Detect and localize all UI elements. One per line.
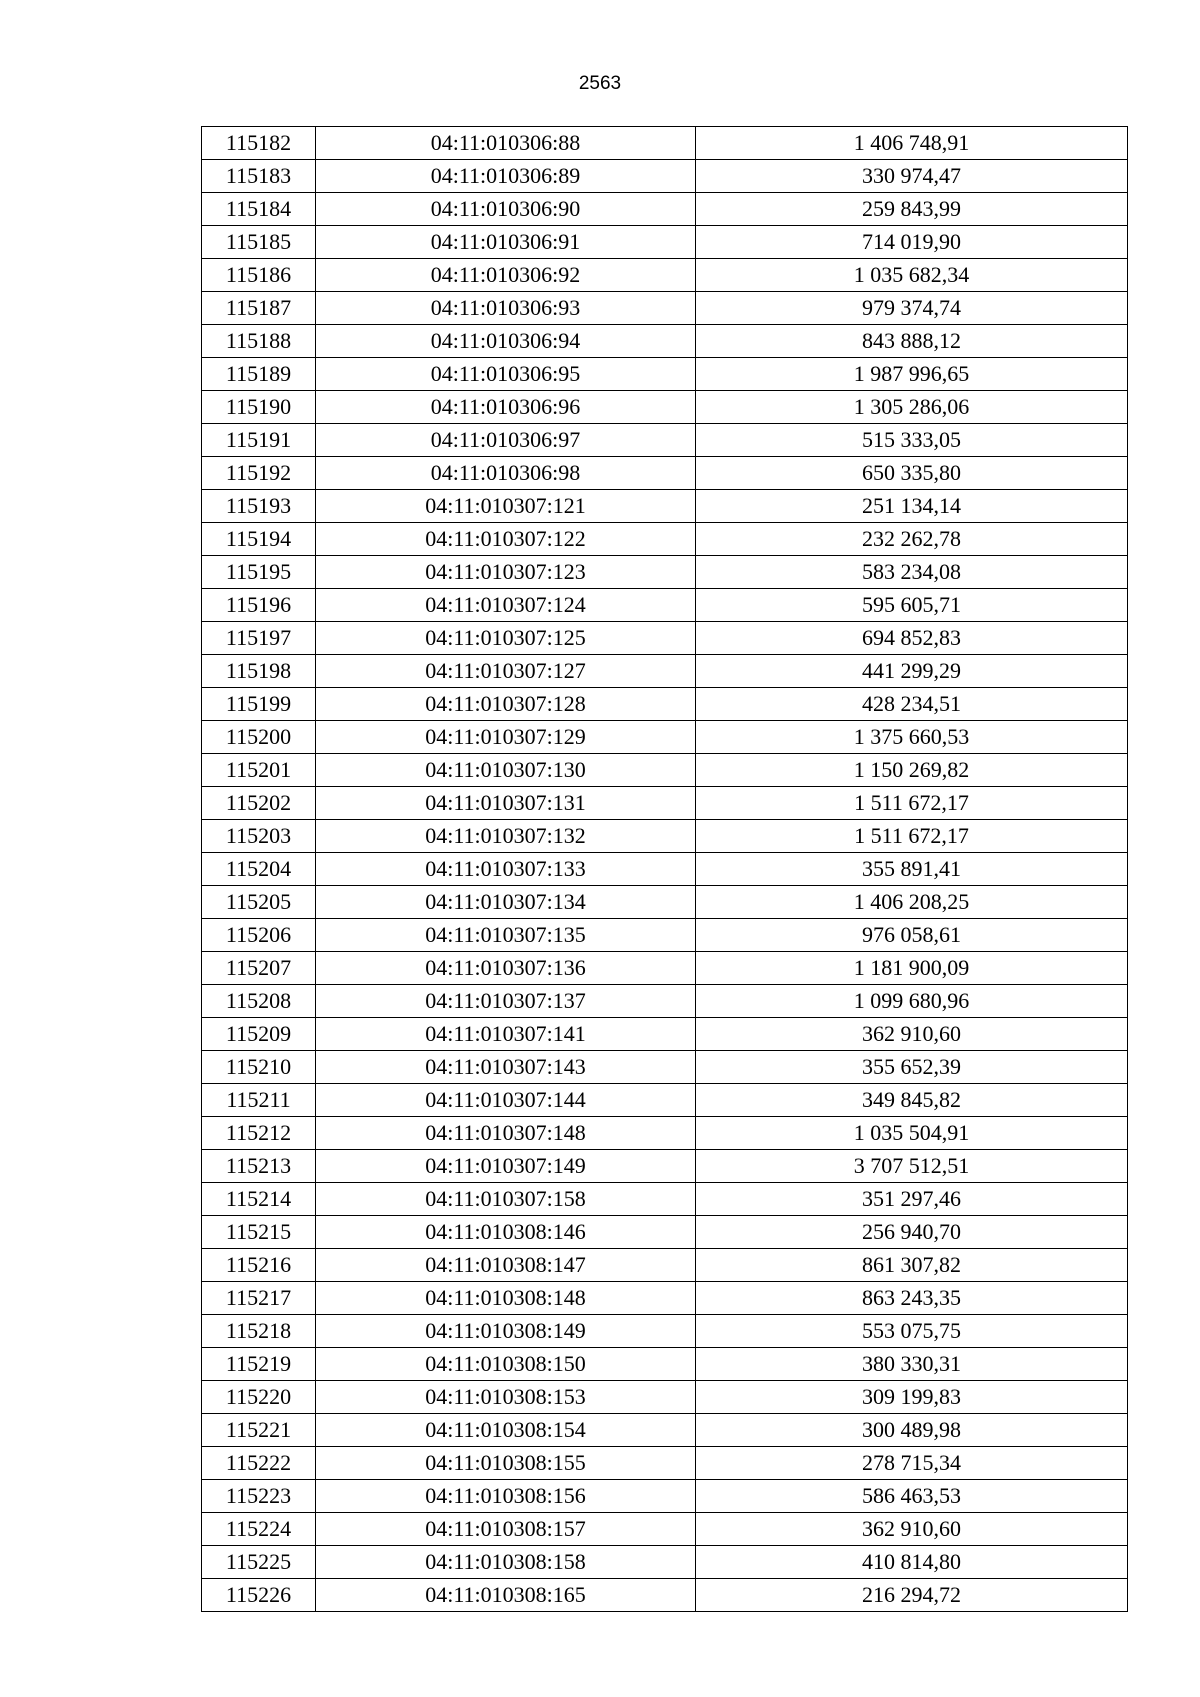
table-row: [202, 1249, 1128, 1282]
table-row: [202, 1117, 1128, 1150]
table-row: [202, 754, 1128, 787]
cadastral-number-cell: 04:11:010308:153: [316, 1381, 696, 1414]
table-row: [202, 1381, 1128, 1414]
row-number-cell: 115203: [202, 820, 316, 853]
value-cell: 380 330,31: [696, 1348, 1128, 1381]
value-cell: 3 707 512,51: [696, 1150, 1128, 1183]
row-number-cell: 115197: [202, 622, 316, 655]
value-cell: 1 511 672,17: [696, 787, 1128, 820]
table-row: [202, 820, 1128, 853]
value-cell: 1 987 996,65: [696, 358, 1128, 391]
table-row: [202, 853, 1128, 886]
value-cell: 1 150 269,82: [696, 754, 1128, 787]
row-number-cell: 115215: [202, 1216, 316, 1249]
value-cell: 843 888,12: [696, 325, 1128, 358]
value-cell: 1 375 660,53: [696, 721, 1128, 754]
cadastral-number-cell: 04:11:010307:132: [316, 820, 696, 853]
table-row: [202, 952, 1128, 985]
cadastral-number-cell: 04:11:010307:131: [316, 787, 696, 820]
cadastral-number-cell: 04:11:010307:137: [316, 985, 696, 1018]
row-number-cell: 115223: [202, 1480, 316, 1513]
table-row: [202, 1480, 1128, 1513]
cadastral-number-cell: 04:11:010307:127: [316, 655, 696, 688]
value-cell: 586 463,53: [696, 1480, 1128, 1513]
cadastral-number-cell: 04:11:010306:89: [316, 160, 696, 193]
table-row: [202, 1084, 1128, 1117]
row-number-cell: 115220: [202, 1381, 316, 1414]
table-row: [202, 424, 1128, 457]
table-row: [202, 1513, 1128, 1546]
table-row: [202, 523, 1128, 556]
table-row: [202, 1447, 1128, 1480]
value-cell: 362 910,60: [696, 1018, 1128, 1051]
table-row: [202, 1348, 1128, 1381]
table-row: [202, 1546, 1128, 1579]
row-number-cell: 115217: [202, 1282, 316, 1315]
row-number-cell: 115190: [202, 391, 316, 424]
table-row: [202, 655, 1128, 688]
table-row: [202, 1414, 1128, 1447]
cadastral-number-cell: 04:11:010307:129: [316, 721, 696, 754]
row-number-cell: 115206: [202, 919, 316, 952]
table-row: [202, 919, 1128, 952]
value-cell: 979 374,74: [696, 292, 1128, 325]
row-number-cell: 115213: [202, 1150, 316, 1183]
cadastral-number-cell: 04:11:010308:146: [316, 1216, 696, 1249]
cadastral-number-cell: 04:11:010307:148: [316, 1117, 696, 1150]
cadastral-number-cell: 04:11:010307:134: [316, 886, 696, 919]
row-number-cell: 115219: [202, 1348, 316, 1381]
value-cell: 1 035 504,91: [696, 1117, 1128, 1150]
row-number-cell: 115189: [202, 358, 316, 391]
value-cell: 1 406 748,91: [696, 127, 1128, 160]
row-number-cell: 115185: [202, 226, 316, 259]
cadastral-number-cell: 04:11:010306:91: [316, 226, 696, 259]
cadastral-number-cell: 04:11:010307:144: [316, 1084, 696, 1117]
cadastral-number-cell: 04:11:010307:149: [316, 1150, 696, 1183]
value-cell: 355 652,39: [696, 1051, 1128, 1084]
cadastral-number-cell: 04:11:010308:156: [316, 1480, 696, 1513]
row-number-cell: 115218: [202, 1315, 316, 1348]
row-number-cell: 115214: [202, 1183, 316, 1216]
cadastral-number-cell: 04:11:010308:155: [316, 1447, 696, 1480]
value-cell: 714 019,90: [696, 226, 1128, 259]
value-cell: 595 605,71: [696, 589, 1128, 622]
cadastral-number-cell: 04:11:010307:125: [316, 622, 696, 655]
data-table: [201, 126, 1128, 1612]
value-cell: 1 035 682,34: [696, 259, 1128, 292]
value-cell: 232 262,78: [696, 523, 1128, 556]
value-cell: 349 845,82: [696, 1084, 1128, 1117]
row-number-cell: 115201: [202, 754, 316, 787]
table-row: [202, 688, 1128, 721]
cadastral-number-cell: 04:11:010306:96: [316, 391, 696, 424]
table-row: [202, 292, 1128, 325]
value-cell: 300 489,98: [696, 1414, 1128, 1447]
cadastral-number-cell: 04:11:010306:92: [316, 259, 696, 292]
cadastral-number-cell: 04:11:010306:88: [316, 127, 696, 160]
row-number-cell: 115193: [202, 490, 316, 523]
value-cell: 583 234,08: [696, 556, 1128, 589]
cadastral-number-cell: 04:11:010306:98: [316, 457, 696, 490]
value-cell: 330 974,47: [696, 160, 1128, 193]
value-cell: 515 333,05: [696, 424, 1128, 457]
table-row: [202, 985, 1128, 1018]
table-row: [202, 490, 1128, 523]
cadastral-number-cell: 04:11:010308:157: [316, 1513, 696, 1546]
table-row: [202, 1216, 1128, 1249]
row-number-cell: 115186: [202, 259, 316, 292]
value-cell: 976 058,61: [696, 919, 1128, 952]
table-row: [202, 886, 1128, 919]
row-number-cell: 115196: [202, 589, 316, 622]
table-row: [202, 1579, 1128, 1612]
cadastral-number-cell: 04:11:010306:93: [316, 292, 696, 325]
cadastral-number-cell: 04:11:010307:158: [316, 1183, 696, 1216]
row-number-cell: 115221: [202, 1414, 316, 1447]
table-row: [202, 1018, 1128, 1051]
cadastral-number-cell: 04:11:010307:141: [316, 1018, 696, 1051]
value-cell: 863 243,35: [696, 1282, 1128, 1315]
row-number-cell: 115191: [202, 424, 316, 457]
cadastral-number-cell: 04:11:010306:90: [316, 193, 696, 226]
row-number-cell: 115198: [202, 655, 316, 688]
row-number-cell: 115194: [202, 523, 316, 556]
row-number-cell: 115195: [202, 556, 316, 589]
value-cell: 1 099 680,96: [696, 985, 1128, 1018]
value-cell: 278 715,34: [696, 1447, 1128, 1480]
table-row: [202, 160, 1128, 193]
value-cell: 441 299,29: [696, 655, 1128, 688]
value-cell: 1 406 208,25: [696, 886, 1128, 919]
cadastral-number-cell: 04:11:010306:95: [316, 358, 696, 391]
page-number: 2563: [578, 73, 622, 94]
table-row: [202, 589, 1128, 622]
table-row: [202, 1183, 1128, 1216]
table-row: [202, 721, 1128, 754]
row-number-cell: 115210: [202, 1051, 316, 1084]
cadastral-number-cell: 04:11:010308:149: [316, 1315, 696, 1348]
cadastral-number-cell: 04:11:010308:150: [316, 1348, 696, 1381]
row-number-cell: 115182: [202, 127, 316, 160]
value-cell: 861 307,82: [696, 1249, 1128, 1282]
cadastral-number-cell: 04:11:010307:135: [316, 919, 696, 952]
value-cell: 410 814,80: [696, 1546, 1128, 1579]
table-row: [202, 325, 1128, 358]
table-row: [202, 127, 1128, 160]
row-number-cell: 115183: [202, 160, 316, 193]
row-number-cell: 115226: [202, 1579, 316, 1612]
row-number-cell: 115204: [202, 853, 316, 886]
cadastral-number-cell: 04:11:010306:97: [316, 424, 696, 457]
table-row: [202, 1315, 1128, 1348]
row-number-cell: 115209: [202, 1018, 316, 1051]
value-cell: 694 852,83: [696, 622, 1128, 655]
value-cell: 309 199,83: [696, 1381, 1128, 1414]
value-cell: 351 297,46: [696, 1183, 1128, 1216]
table-row: [202, 457, 1128, 490]
table-row: [202, 259, 1128, 292]
table-row: [202, 358, 1128, 391]
value-cell: 428 234,51: [696, 688, 1128, 721]
table-row: [202, 556, 1128, 589]
row-number-cell: 115216: [202, 1249, 316, 1282]
cadastral-number-cell: 04:11:010307:121: [316, 490, 696, 523]
row-number-cell: 115211: [202, 1084, 316, 1117]
row-number-cell: 115222: [202, 1447, 316, 1480]
row-number-cell: 115208: [202, 985, 316, 1018]
cadastral-number-cell: 04:11:010308:147: [316, 1249, 696, 1282]
row-number-cell: 115202: [202, 787, 316, 820]
value-cell: 362 910,60: [696, 1513, 1128, 1546]
table-row: [202, 193, 1128, 226]
cadastral-number-cell: 04:11:010307:136: [316, 952, 696, 985]
cadastral-number-cell: 04:11:010307:123: [316, 556, 696, 589]
table-row: [202, 787, 1128, 820]
cadastral-number-cell: 04:11:010308:158: [316, 1546, 696, 1579]
value-cell: 256 940,70: [696, 1216, 1128, 1249]
cadastral-number-cell: 04:11:010308:148: [316, 1282, 696, 1315]
cadastral-number-cell: 04:11:010308:154: [316, 1414, 696, 1447]
cadastral-number-cell: 04:11:010307:124: [316, 589, 696, 622]
value-cell: 259 843,99: [696, 193, 1128, 226]
cadastral-number-cell: 04:11:010308:165: [316, 1579, 696, 1612]
cadastral-number-cell: 04:11:010307:143: [316, 1051, 696, 1084]
row-number-cell: 115225: [202, 1546, 316, 1579]
value-cell: 251 134,14: [696, 490, 1128, 523]
cadastral-number-cell: 04:11:010307:133: [316, 853, 696, 886]
value-cell: 553 075,75: [696, 1315, 1128, 1348]
row-number-cell: 115199: [202, 688, 316, 721]
row-number-cell: 115187: [202, 292, 316, 325]
table-row: [202, 391, 1128, 424]
cadastral-number-cell: 04:11:010307:130: [316, 754, 696, 787]
row-number-cell: 115200: [202, 721, 316, 754]
table-row: [202, 1282, 1128, 1315]
cadastral-number-cell: 04:11:010307:122: [316, 523, 696, 556]
row-number-cell: 115207: [202, 952, 316, 985]
row-number-cell: 115188: [202, 325, 316, 358]
row-number-cell: 115224: [202, 1513, 316, 1546]
row-number-cell: 115212: [202, 1117, 316, 1150]
cadastral-number-cell: 04:11:010307:128: [316, 688, 696, 721]
table-body: [202, 127, 1128, 1612]
value-cell: 1 305 286,06: [696, 391, 1128, 424]
value-cell: 355 891,41: [696, 853, 1128, 886]
row-number-cell: 115192: [202, 457, 316, 490]
row-number-cell: 115205: [202, 886, 316, 919]
value-cell: 1 181 900,09: [696, 952, 1128, 985]
table-row: [202, 1150, 1128, 1183]
value-cell: 216 294,72: [696, 1579, 1128, 1612]
value-cell: 650 335,80: [696, 457, 1128, 490]
value-cell: 1 511 672,17: [696, 820, 1128, 853]
table-row: [202, 1051, 1128, 1084]
table-row: [202, 622, 1128, 655]
cadastral-number-cell: 04:11:010306:94: [316, 325, 696, 358]
row-number-cell: 115184: [202, 193, 316, 226]
table-row: [202, 226, 1128, 259]
